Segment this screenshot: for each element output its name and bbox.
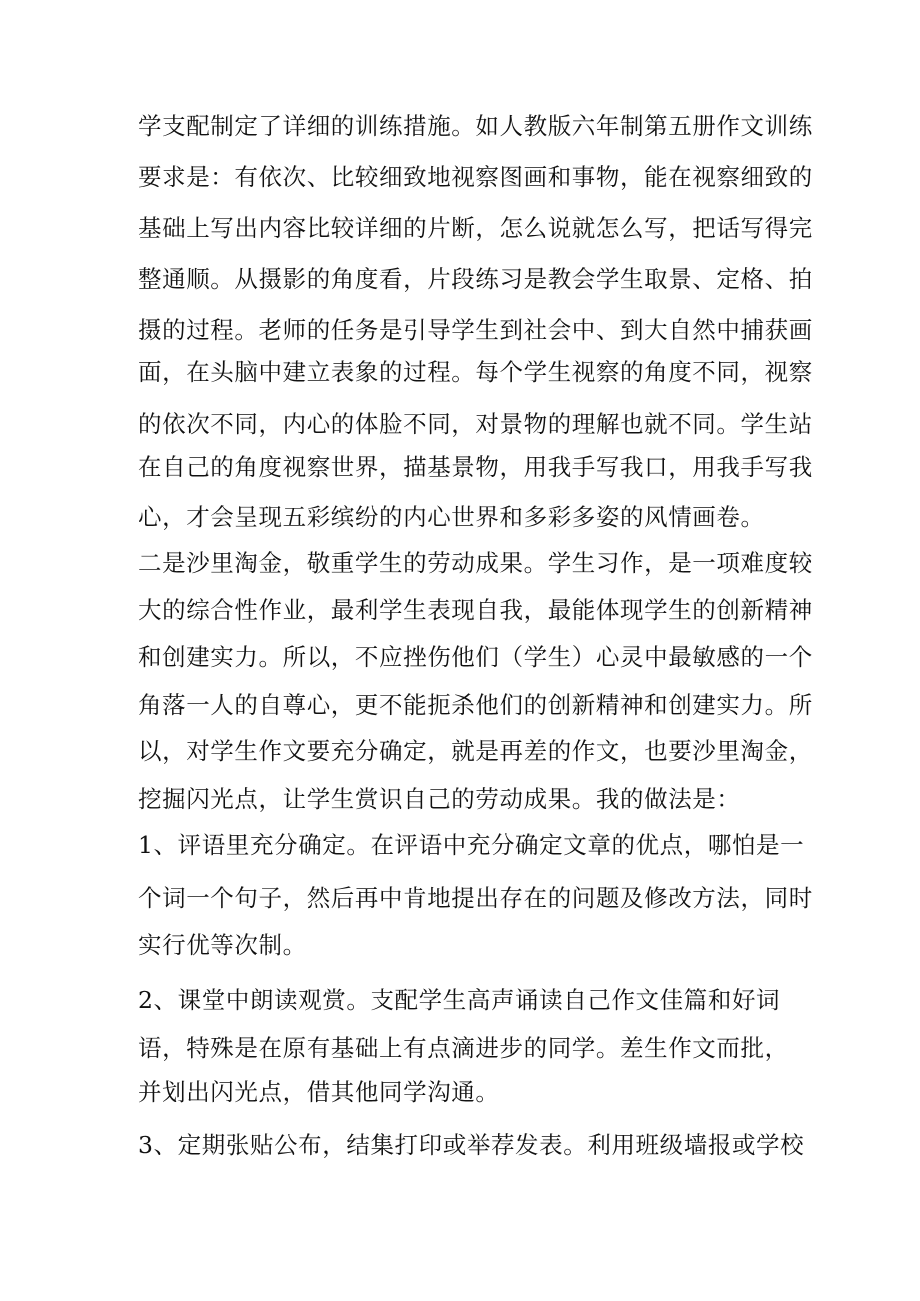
text-line: 整通顺。从摄影的角度看，片段练习是教会学生取景、定格、拍 (138, 265, 813, 293)
text-line: 角落一人的自尊心，更不能扼杀他们的创新精神和创建实力。所 (138, 691, 813, 719)
text-line: 和创建实力。所以，不应挫伤他们（学生）心灵中最敏感的一个 (138, 643, 813, 671)
text-line: 二是沙里淘金，敬重学生的劳动成果。学生习作，是一项难度较 (138, 549, 813, 577)
text-line: 语，特殊是在原有基础上有点滴进步的同学。差生作文而批， (138, 1034, 789, 1062)
text-line: 学支配制定了详细的训练措施。如人教版六年制第五册作文训练 (138, 112, 813, 140)
text-line: 摄的过程。老师的任务是引导学生到社会中、到大自然中捕获画 (138, 316, 813, 344)
text-line: 面，在头脑中建立表象的过程。每个学生视察的角度不同，视察 (138, 358, 813, 386)
text-line: 基础上写出内容比较详细的片断，怎么说就怎么写，把话写得完 (138, 214, 813, 242)
text-line: 1、评语里充分确定。在评语中充分确定文章的优点，哪怕是一 (138, 831, 805, 859)
text-line: 心，才会呈现五彩缤纷的内心世界和多彩多姿的风情画卷。 (138, 503, 765, 531)
text-line: 大的综合性作业，最利学生表现自我，最能体现学生的创新精神 (138, 596, 813, 624)
text-line: 2、课堂中朗读观赏。支配学生高声诵读自己作文佳篇和好词 (138, 986, 781, 1014)
text-line: 个词一个句子，然后再中肯地提出存在的问题及修改方法，同时 (138, 884, 813, 912)
text-line: 并划出闪光点，借其他同学沟通。 (138, 1078, 500, 1106)
text-line: 在自己的角度视察世界，描基景物，用我手写我口，用我手写我 (138, 453, 813, 481)
text-line: 3、定期张贴公布，结集打印或举荐发表。利用班级墙报或学校 (138, 1131, 805, 1159)
text-line: 要求是：有依次、比较细致地视察图画和事物，能在视察细致的 (138, 163, 813, 191)
text-line: 实行优等次制。 (138, 931, 307, 959)
text-line: 的依次不同，内心的体脸不同，对景物的理解也就不同。学生站 (138, 410, 813, 438)
text-line: 挖掘闪光点，让学生赏识自己的劳动成果。我的做法是： (138, 785, 741, 813)
text-line: 以，对学生作文要充分确定，就是再差的作文，也要沙里淘金， (138, 737, 813, 765)
